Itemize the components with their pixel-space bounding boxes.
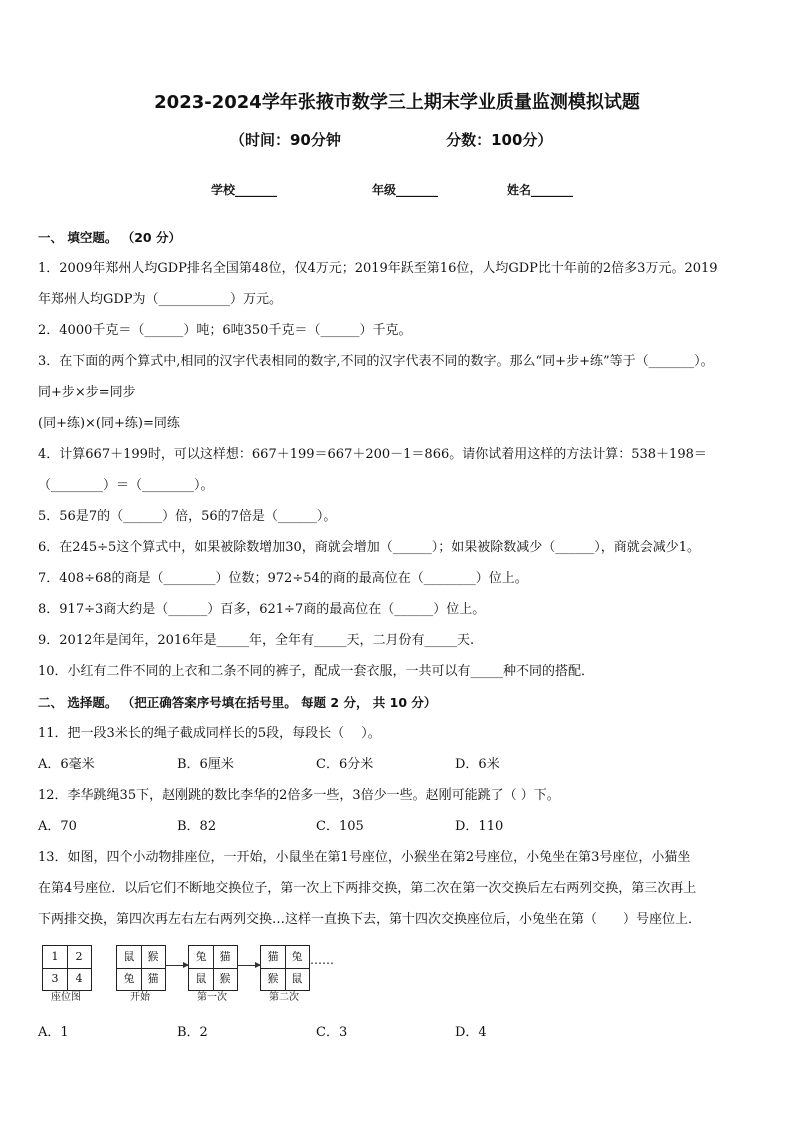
q11: 11．把一段3米长的绳子截成同样长的5段，每段长（ ）。 (38, 726, 381, 741)
option-b: B．82 (177, 819, 217, 834)
grid-cell: 猫 (267, 950, 279, 963)
grid-caption: 第一次 (197, 992, 227, 1003)
grid-cell: 2 (75, 950, 83, 963)
grid-cell: 4 (75, 972, 83, 985)
option-b: B．6厘米 (177, 757, 234, 772)
grid-cell: 兔 (195, 950, 207, 963)
grid-cell: 兔 (291, 950, 303, 963)
q13-options (38, 1017, 760, 1048)
q4-line1: 4．计算667＋199时，可以这样想：667＋199＝667＋200－1＝866。请你试着用这样的方法计算：538＋198＝ (38, 447, 707, 462)
q1-line1: 1．2009年郑州人均GDP排名全国第48位，仅4万元；2019年跃至第16位，人均GDP比十年前的2倍多3万元。2019 (38, 261, 718, 276)
grid-caption: 座位图 (51, 992, 81, 1003)
q3-eq1: 同+步×步=同步 (38, 385, 136, 400)
grid-cell: 猴 (267, 972, 279, 985)
second-swap-grid (260, 945, 310, 991)
ellipsis: …… (310, 953, 334, 967)
q13-line2: 在第4号座位．以后它们不断地交换位子，第一次上下两排交换，第二次在第一次交换后左右两列交换，第三次再上 (38, 881, 697, 896)
grid-cell: 3 (51, 972, 59, 985)
grid-cell: 猫 (147, 972, 159, 985)
first-swap-grid (188, 945, 238, 991)
q9: 9．2012年是闰年，2016年是_____年，全年有_____天，二月份有_____天. (38, 633, 475, 648)
school-field: 学校_______ (211, 183, 278, 197)
grid-cell: 1 (51, 950, 59, 963)
q10: 10．小红有二件不同的上衣和二条不同的裤子，配成一套衣服，一共可以有_____种不同的搭配． (38, 664, 595, 679)
grid-cell: 鼠 (291, 972, 303, 985)
option-d: D．110 (455, 819, 504, 834)
grade-field: 年级_______ (372, 183, 439, 197)
q12: 12．李华跳绳35下，赵刚跳的数比李华的2倍多一些，3倍少一些。赵刚可能跳了（ ）下。 (38, 788, 560, 803)
exam-score: 分数：100分） (446, 131, 553, 149)
q2: 2．4000千克＝（______）吨；6吨350千克＝（______）千克。 (38, 323, 412, 338)
option-d: D．6米 (455, 757, 500, 772)
section-heading-choice: 二、 选择题。 （把正确答案序号填在括号里。 每题 2 分， 共 10 分） (38, 695, 437, 710)
q3: 3．在下面的两个算式中,相同的汉字代表相同的数字,不同的汉字代表不同的数字。那么“同+步+练”等于（_______）。 (38, 354, 714, 369)
option-d: D．4 (455, 1025, 487, 1040)
seat-grid (42, 945, 92, 991)
q12-options (38, 811, 760, 842)
seat-figure (38, 937, 760, 1017)
q11-options (38, 749, 760, 780)
q5: 5．56是7的（______）倍，56的7倍是（______）。 (38, 509, 337, 524)
option-c: C．6分米 (316, 757, 374, 772)
option-b: B．2 (177, 1025, 208, 1040)
q3-eq2: (同+练)×(同+练)=同练 (38, 416, 180, 431)
grid-cell: 鼠 (123, 950, 135, 963)
q8: 8．917÷3商大约是（______）百多，621÷7商的最高位在（______）位上。 (38, 602, 486, 617)
grid-caption: 第二次 (269, 992, 299, 1003)
arrow-icon (238, 965, 260, 966)
q13-line3: 下两排交换，第四次再左右左右两列交换…这样一直换下去，第十四次交换座位后，小兔坐在第（ ）号座位上． (38, 912, 702, 927)
q7: 7．408÷68的商是（________）位数；972÷54的商的最高位在（________）位上。 (38, 571, 528, 586)
q13-line1: 13．如图，四个小动物排座位，一开始，小鼠坐在第1号座位，小猴坐在第2号座位，小兔坐在第3号座位，小猫坐 (38, 850, 691, 865)
exam-content (38, 222, 760, 1048)
page-title: 2023-2024学年张掖市数学三上期末学业质量监测模拟试题 (154, 92, 640, 113)
grid-caption: 开始 (130, 992, 150, 1003)
option-a: A．6毫米 (38, 757, 95, 772)
exam-time: （时间：90分钟 (230, 131, 341, 149)
q6: 6．在245÷5这个算式中，如果被除数增加30，商就会增加（______）；如果被除数减少（______），商就会减少1。 (38, 540, 701, 555)
grid-cell: 鼠 (195, 972, 207, 985)
grid-cell: 猴 (219, 972, 231, 985)
arrow-icon (166, 965, 188, 966)
name-field: 姓名_______ (507, 183, 574, 197)
grid-cell: 猴 (147, 950, 159, 963)
q1-line2: 年郑州人均GDP为（___________）万元。 (38, 292, 283, 307)
option-c: C．105 (316, 819, 364, 834)
option-a: A．1 (38, 1025, 69, 1040)
grid-cell: 猫 (219, 950, 231, 963)
section-heading-fill: 一、 填空题。 （20 分） (38, 230, 181, 245)
option-a: A．70 (38, 819, 77, 834)
grid-cell: 兔 (123, 972, 135, 985)
q4-line2: （________）＝（________）。 (38, 478, 214, 493)
start-grid (116, 945, 166, 991)
exam-meta (230, 129, 552, 150)
option-c: C．3 (316, 1025, 348, 1040)
